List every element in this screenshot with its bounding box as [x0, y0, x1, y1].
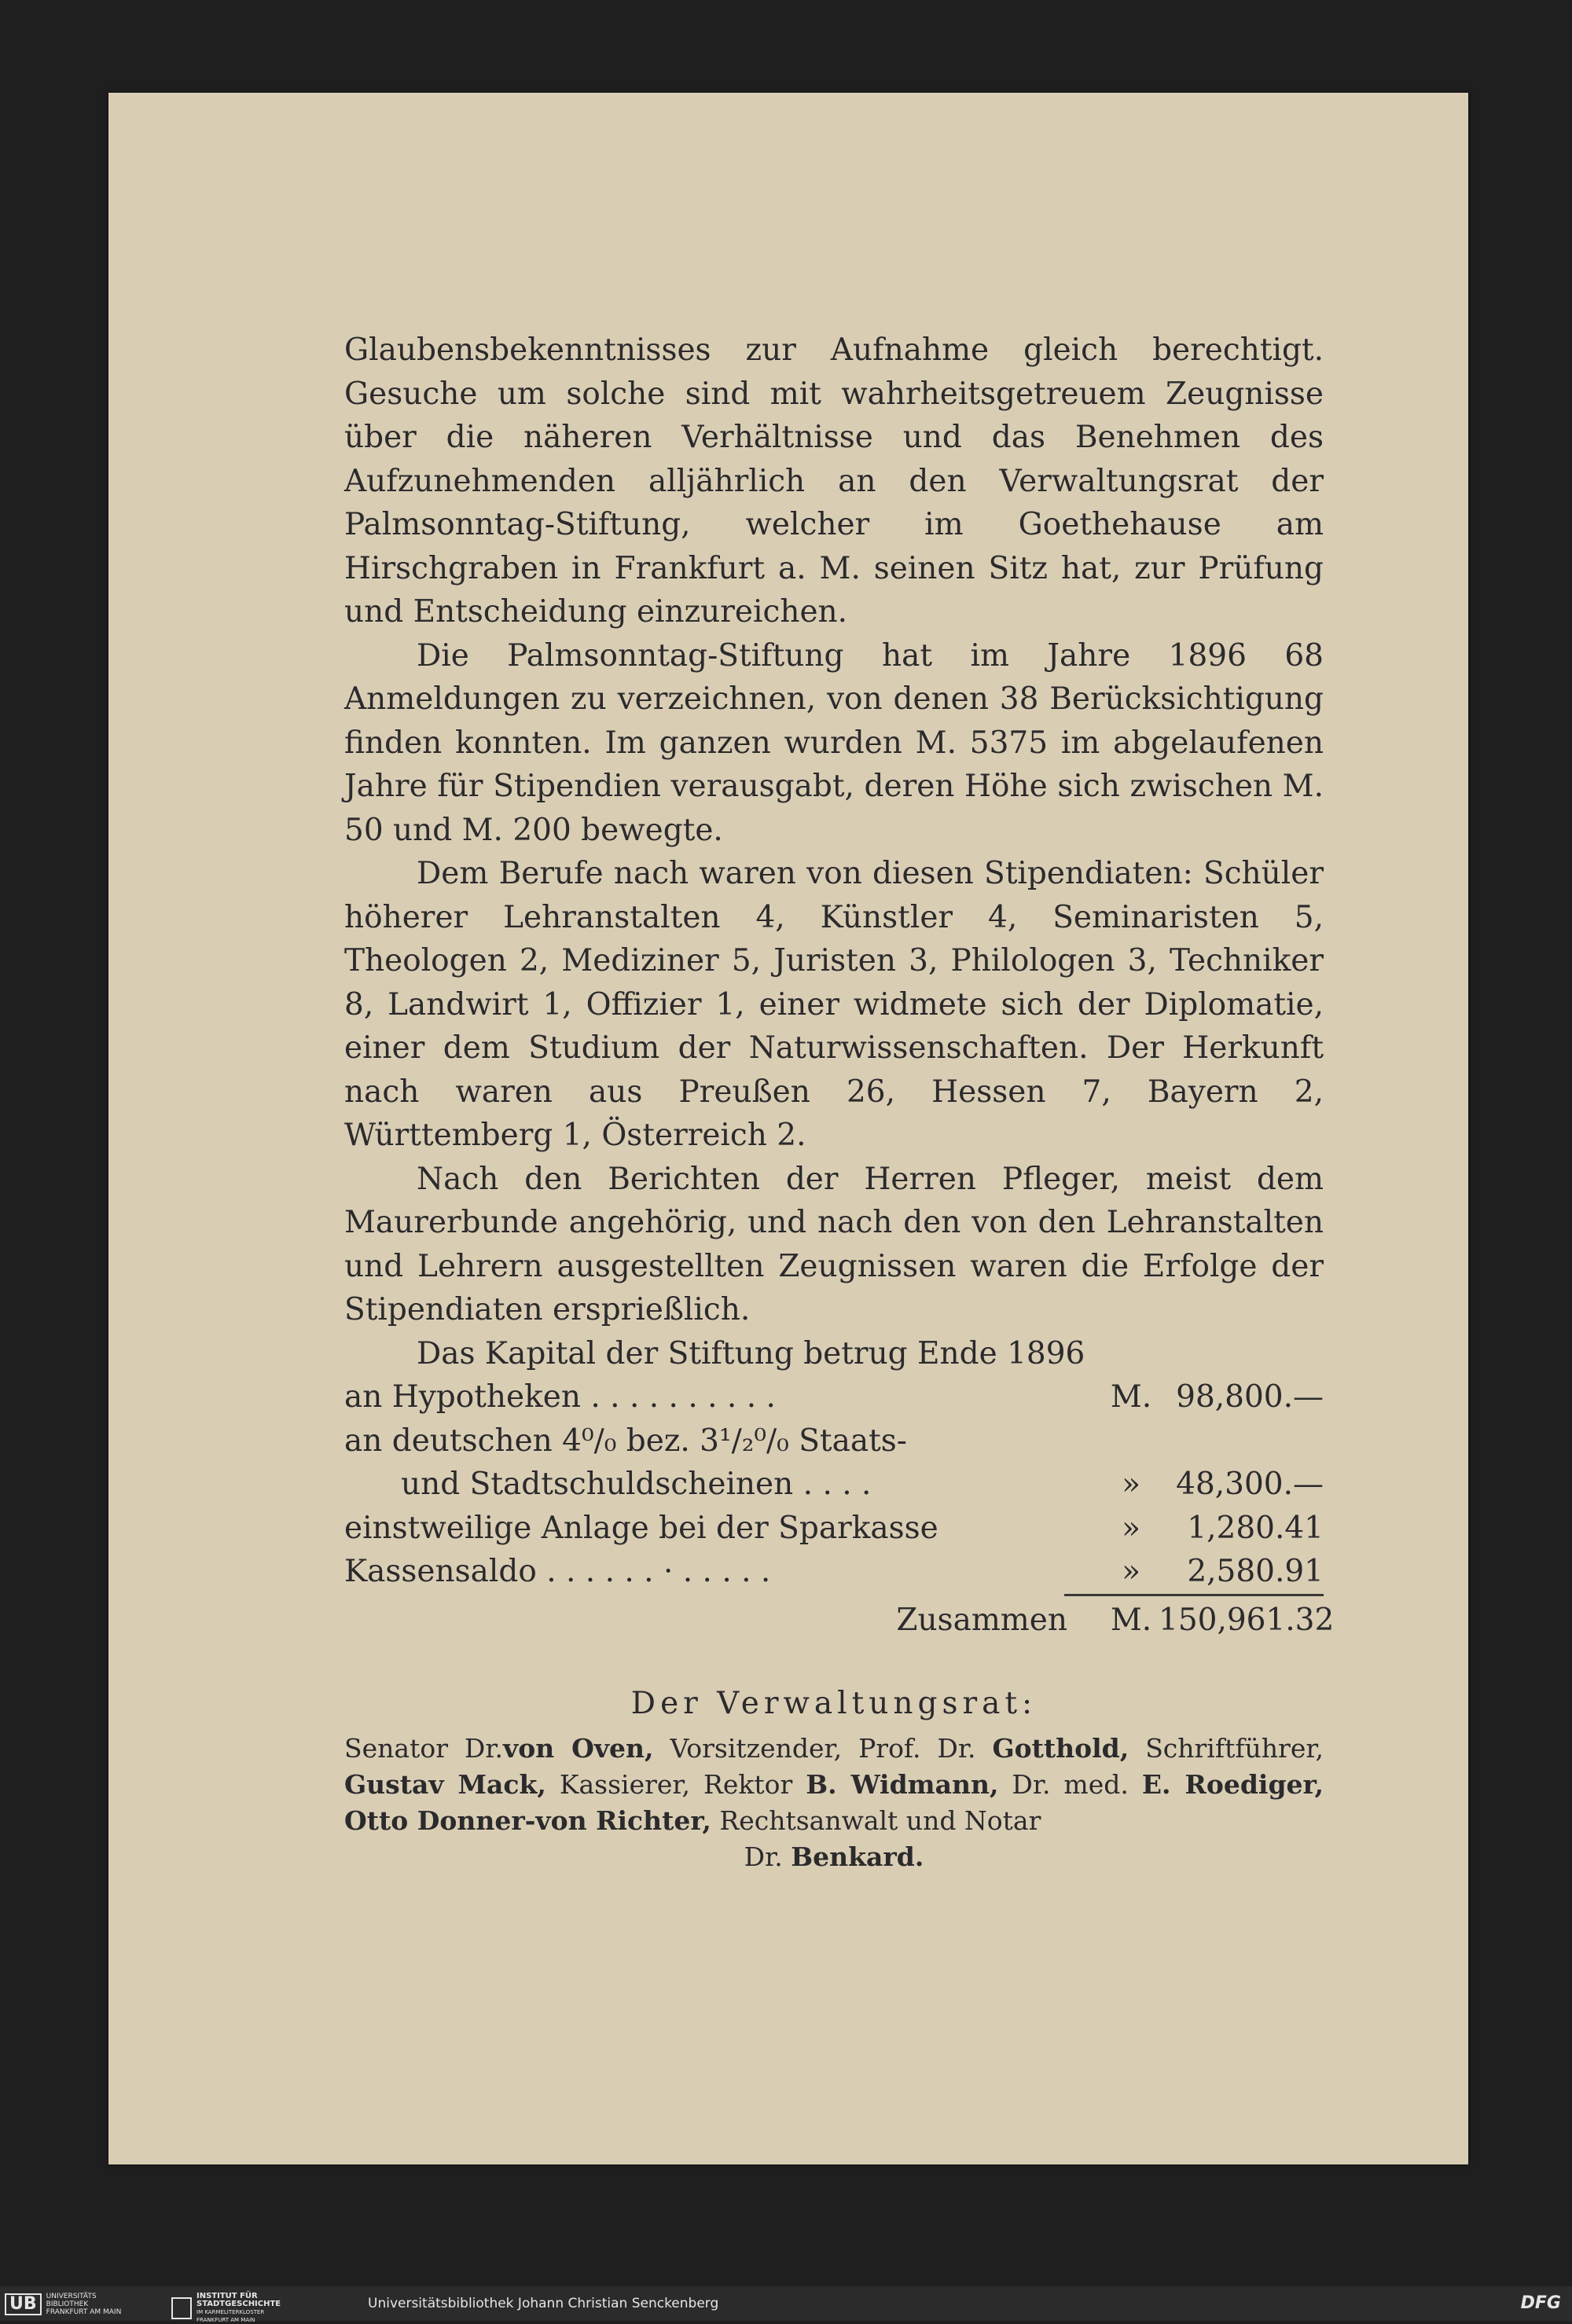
- library-name: Universitätsbibliothek Johann Christian Senckenberg: [368, 2296, 719, 2311]
- member-name: Gotthold,: [992, 1732, 1129, 1764]
- viewer-footer: [0, 2286, 1572, 2321]
- ledger-currency: »: [1122, 1554, 1140, 1589]
- ledger-label: an Hypotheken . . . . . . . . . .: [344, 1379, 776, 1415]
- total-label: Zusammen: [896, 1602, 1067, 1638]
- ub-logo[interactable]: [5, 2293, 121, 2316]
- paragraph-3: Dem Berufe nach waren von diesen Stipendiaten: Schüler höherer Lehranstalten 4, Künstler 4, Seminaristen 5, Theologen 2, Mediziner 5, Juristen 3, Philologen 3, Techniker 8, Landwirt 1, Offizier 1, einer widmete sich der Diplomatie, einer dem Studium der Naturwissenschaften. Der Herkunft nach waren aus Preußen 26, Hessen 7, Bayern 2, Württemberg 1, Österreich 2.: [344, 856, 1324, 1153]
- total-currency: M.: [1110, 1602, 1152, 1638]
- ub-logo-line: UNIVERSITÄTS: [46, 2293, 97, 2300]
- member-name: Benkard.: [791, 1841, 924, 1872]
- ub-logo-line: FRANKFURT AM MAIN: [46, 2308, 122, 2316]
- ledger-label: einstweilige Anlage bei der Sparkasse: [344, 1510, 938, 1546]
- member-text: Rechtsanwalt und Notar: [711, 1804, 1041, 1836]
- member-text: Kassierer, Rektor: [545, 1768, 806, 1800]
- total-amount: 150,961.32: [1159, 1602, 1335, 1638]
- ledger-amount: 1,280.41: [1187, 1510, 1324, 1546]
- ledger-row: [344, 1507, 1324, 1551]
- council-heading: Der Verwaltungsrat:: [630, 1685, 1038, 1721]
- member-text: Dr. med.: [998, 1768, 1142, 1800]
- dfg-logo[interactable]: DFG: [1520, 2293, 1561, 2313]
- ledger-total: [344, 1594, 1335, 1647]
- ledger-row: [344, 1419, 1324, 1463]
- ledger-row: [344, 1463, 1324, 1507]
- ledger-amount: 98,800.—: [1176, 1379, 1324, 1415]
- ledger-currency: »: [1122, 1467, 1140, 1502]
- member-text: Vorsitzender, Prof. Dr.: [653, 1732, 993, 1764]
- ledger-row: [344, 1375, 1324, 1419]
- member-name: Gustav Mack,: [344, 1768, 546, 1800]
- ub-logo-text: [46, 2293, 122, 2316]
- ledger-label: Kassensaldo . . . . . . · . . . . .: [344, 1554, 771, 1589]
- ledger-row: [344, 1550, 1324, 1594]
- isg-logo-icon: [171, 2297, 192, 2319]
- member-name: E. Roediger, Otto Donner-von Richter,: [344, 1768, 1324, 1836]
- isg-logo-text: [196, 2293, 281, 2324]
- council-members: [344, 1731, 1324, 1875]
- ub-logo-mark: UB: [5, 2293, 42, 2315]
- isg-logo-line: FRANKFURT AM MAIN: [196, 2317, 255, 2323]
- page-text: [344, 329, 1335, 1875]
- capital-intro: Das Kapital der Stiftung betrug Ende 1896: [417, 1335, 1085, 1371]
- ledger-label: an deutschen 4⁰/₀ bez. 3¹/₂⁰/₀ Staats-: [344, 1423, 907, 1459]
- council-members-text: [344, 1733, 1324, 1836]
- paragraph-4: Nach den Berichten der Herren Pfleger, meist dem Maurerbunde angehörig, und nach den von den Lehranstalten und Lehrern ausgestellten Zeugnissen waren die Erfolge der Stipendiaten ersprießlich.: [344, 1161, 1324, 1327]
- capital-ledger: [344, 1375, 1335, 1647]
- isg-logo-line: IM KARMELITERKLOSTER: [196, 2309, 265, 2315]
- member-name: von Oven,: [503, 1732, 654, 1764]
- member-text: Schriftführer,: [1129, 1732, 1324, 1764]
- council-last-line: [344, 1839, 1324, 1875]
- ledger-currency: M.: [1110, 1379, 1152, 1415]
- sum-rule: [1064, 1594, 1324, 1596]
- member-text: Dr.: [744, 1841, 792, 1872]
- isg-logo-line: INSTITUT FÜR: [196, 2292, 258, 2300]
- ledger-label: und Stadtschuldscheinen . . . .: [401, 1467, 872, 1502]
- paragraph-1: Glaubensbekenntnisses zur Aufnahme gleich berechtigt. Gesuche um solche sind mit wahrheitsgetreuem Zeugnisse über die näheren Verhältnisse und das Benehmen des Aufzunehmenden alljährlich an den Verwaltungsrat der Palmsonntag-Stiftung, welcher im Goethehause am Hirschgraben in Frankfurt a. M. seinen Sitz hat, zur Prüfung und Entscheidung einzureichen.: [344, 332, 1324, 630]
- ledger-amount: 48,300.—: [1176, 1467, 1324, 1502]
- ledger-currency: »: [1122, 1510, 1140, 1546]
- document-page: [108, 93, 1468, 2164]
- isg-logo-line: STADTGESCHICHTE: [196, 2300, 281, 2308]
- paragraph-2: Die Palmsonntag-Stiftung hat im Jahre 1896 68 Anmeldungen zu verzeichnen, von denen 38 Berücksichtigung finden konnten. Im ganzen wurden M. 5375 im abgelaufenen Jahre für Stipendien verausgabt, deren Höhe sich zwischen M. 50 und M. 200 bewegte.: [344, 637, 1324, 848]
- isg-logo[interactable]: [171, 2293, 281, 2324]
- member-text: Senator Dr.: [344, 1732, 504, 1764]
- member-name: B. Widmann,: [806, 1768, 999, 1800]
- ledger-amount: 2,580.91: [1187, 1554, 1324, 1589]
- ub-logo-line: BIBLIOTHEK: [46, 2300, 89, 2308]
